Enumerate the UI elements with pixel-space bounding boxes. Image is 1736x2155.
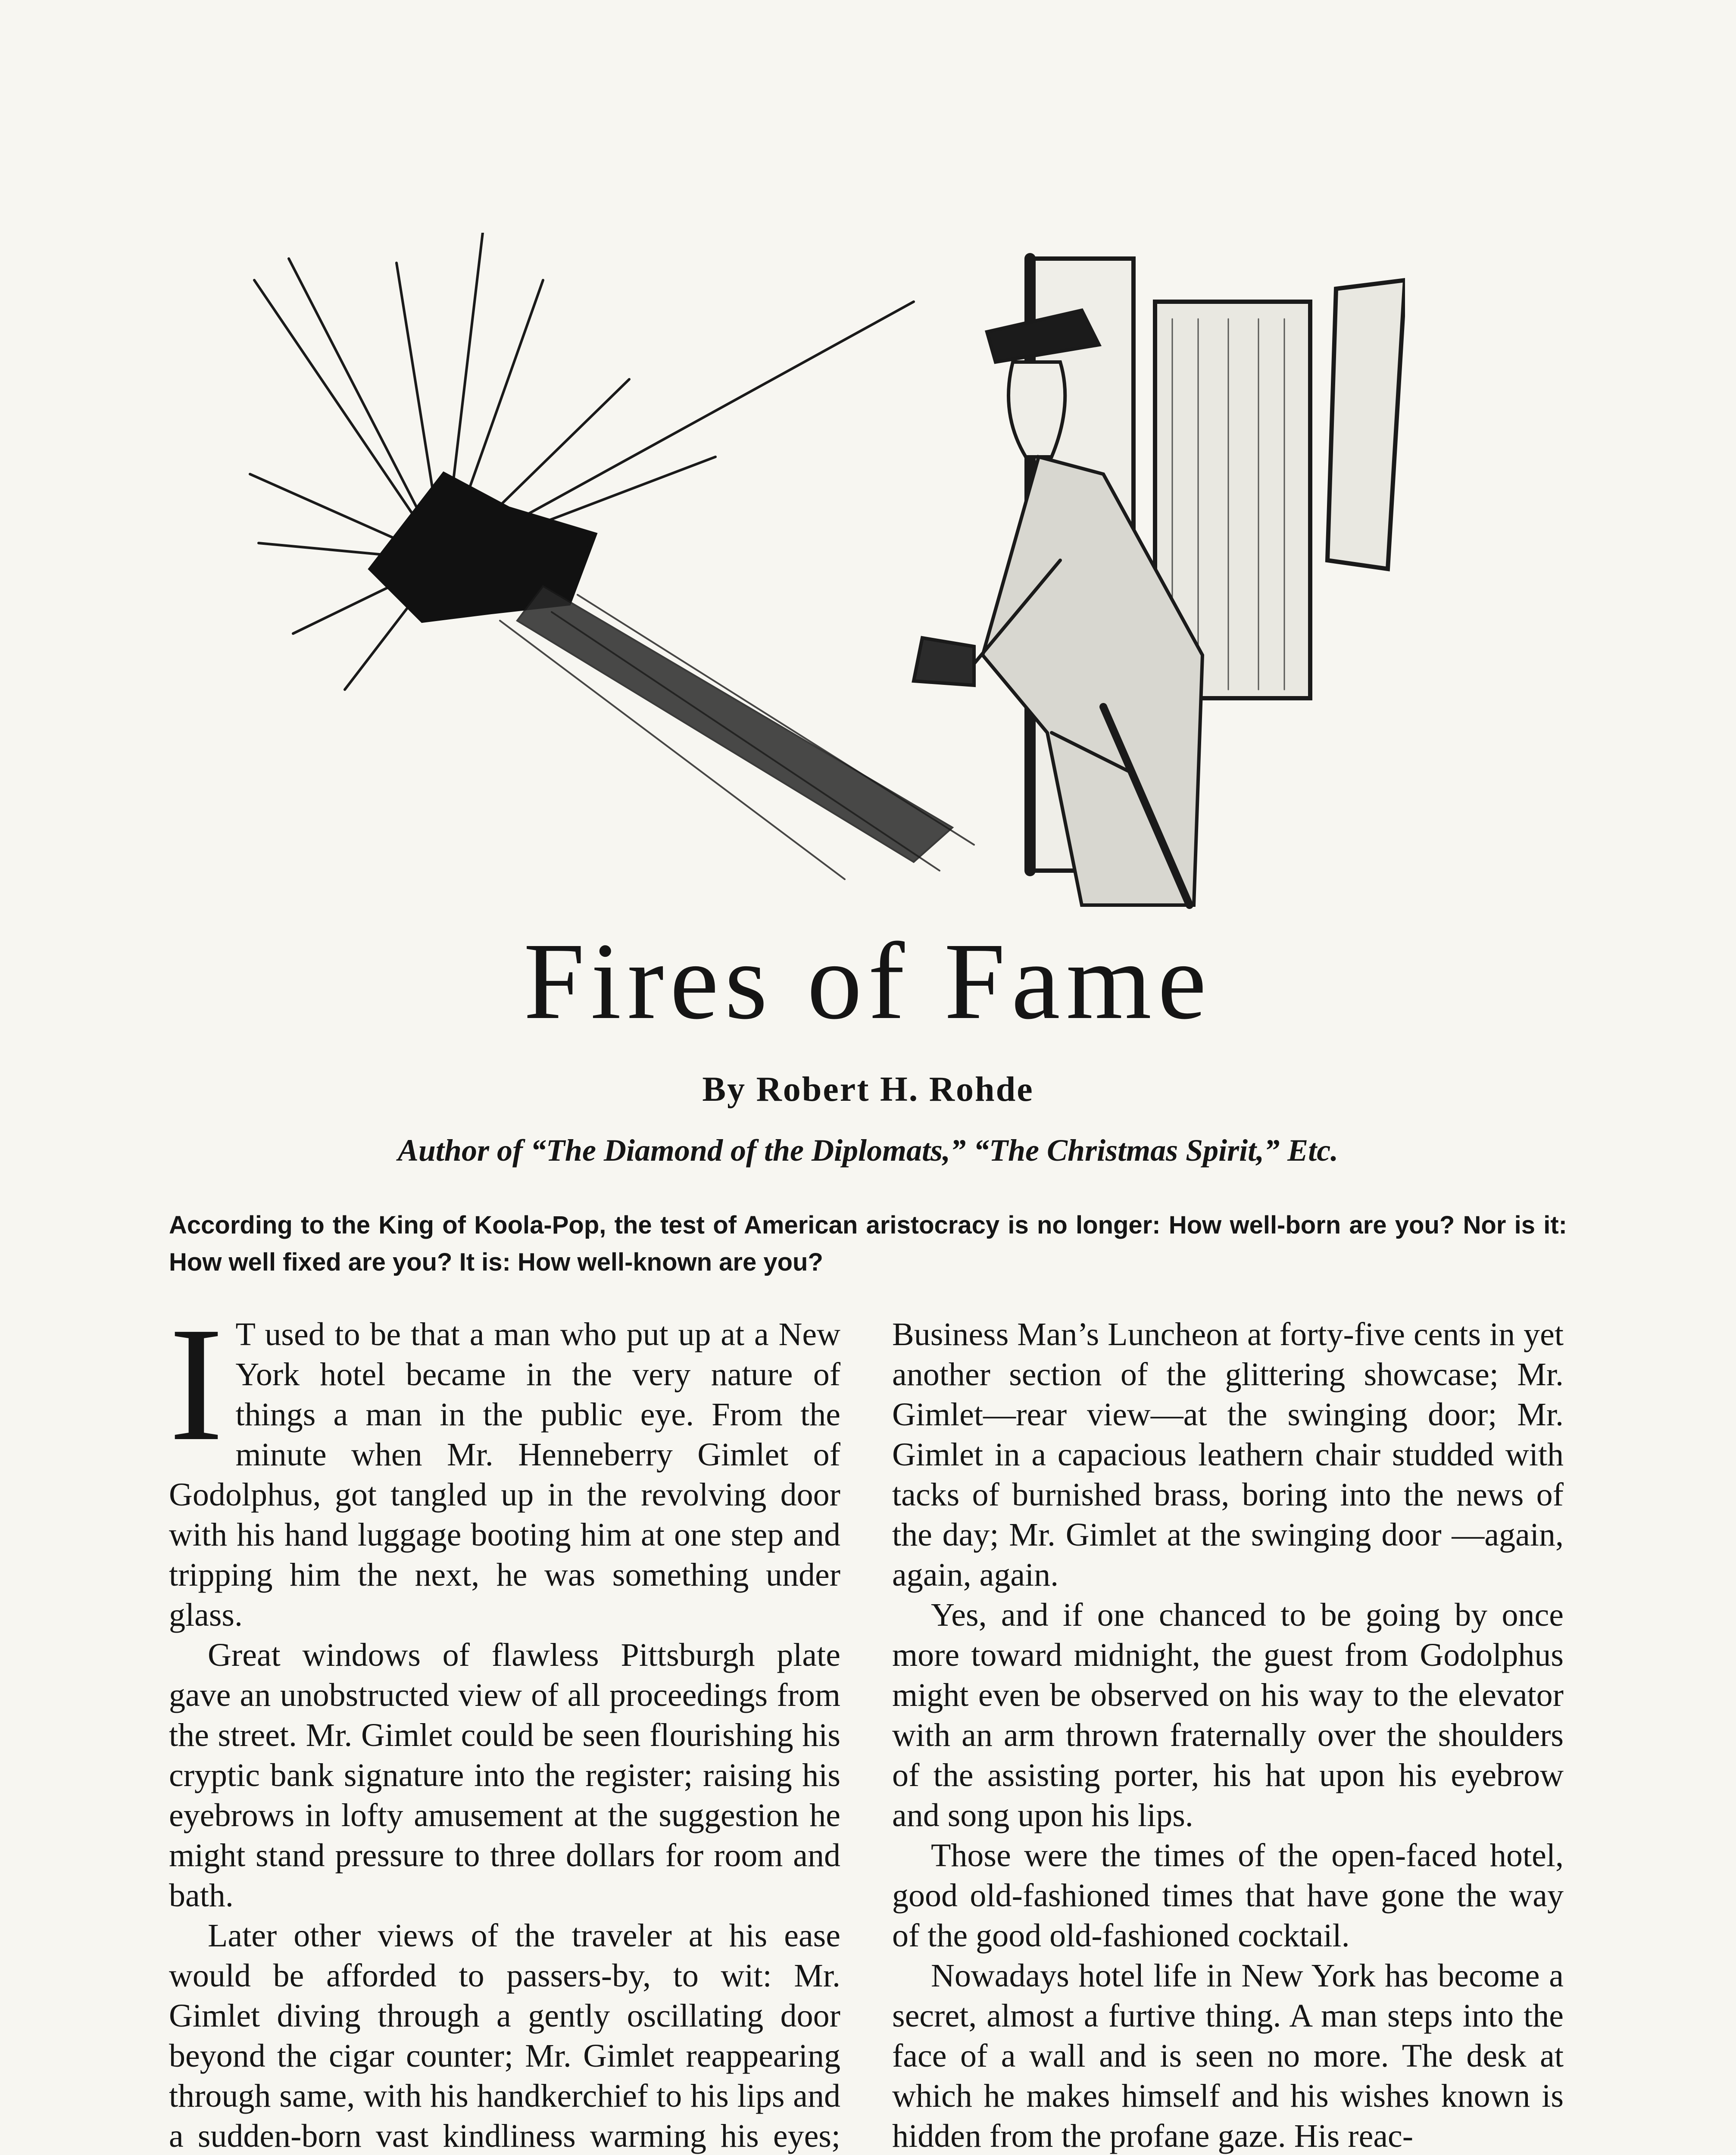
byline: By Robert H. Rohde [702,1069,1034,1109]
drop-cap: I [169,1293,224,1475]
paragraph-1 [169,1293,840,1635]
paragraph-4: Yes, and if one chanced to be going by once more toward midnight, the guest from Godolphus might even be observed on his way to the elevator with an arm thrown fraternally over the shoulders of the assisting porter, his hat upon his eyebrow and song upon his lips. [892,1597,1564,1833]
story-title: Fires of Fame [523,921,1213,1042]
story-summary: According to the King of Koola-Pop, the test of American aristocracy is no longer: How well-born are you? Nor is it: How well fixed are you? It is: How well-known are you? [169,1211,1567,1276]
left-column [169,1293,840,2155]
author-credits: Author of “The Diamond of the Diplomats,” “The Christmas Spirit,” Etc. [397,1133,1339,1168]
paragraph-3: Later other views of the traveler at his ease would be afforded to passers-by, to wit: Mr. Gimlet diving through a gently oscillating door beyond the cigar counter; Mr. Gimlet reappearing through same, with his handkerchief to his lips and a sudden-born vast kindliness warming his eyes; [169,1918,840,2154]
paragraph-3-continued: Business Man’s Luncheon at forty-five cents in yet another section of the glittering showcase; Mr. Gimlet—rear view—at the swinging door; Mr. Gimlet in a capacious leathern chair studded with tacks of burnished brass, boring into the news of the day; Mr. Gimlet at the swinging door —again, again, again. [892,1316,1564,1593]
paragraph-2: Great windows of flawless Pittsburgh plate gave an unobstructed view of all proceedings from the street. Mr. Gimlet could be seen flourishing his cryptic bank signature into the register; raising his eyebrows in lofty amusement at the suggestion he might stand pressure to three dollars for room and bath. [169,1637,840,1914]
story-illustration [241,233,1405,922]
paragraph-5: Those were the times of the open-faced hotel, good old-fashioned times that have gone the way of the good old-fashioned cocktail. [892,1837,1564,1954]
smoke-streak [517,586,952,862]
right-column [892,1315,1564,2155]
paragraph-6: Nowadays hotel life in New York has become a secret, almost a furtive thing. A man steps into the face of a wall and is seen no more. The desk at which he makes himself and his wishes known is hidden from the profane gaze. His reac- [892,1958,1564,2154]
paragraph-1-text: T used to be that a man who put up at a New York hotel became in the very nature of things a man in the public eye. From the minute when Mr. Henneberry Gimlet of Godolphus, got tangled up in the revolving door with his hand luggage booting him at one step and tripping him the next, he was something under glass. [169,1316,840,1633]
